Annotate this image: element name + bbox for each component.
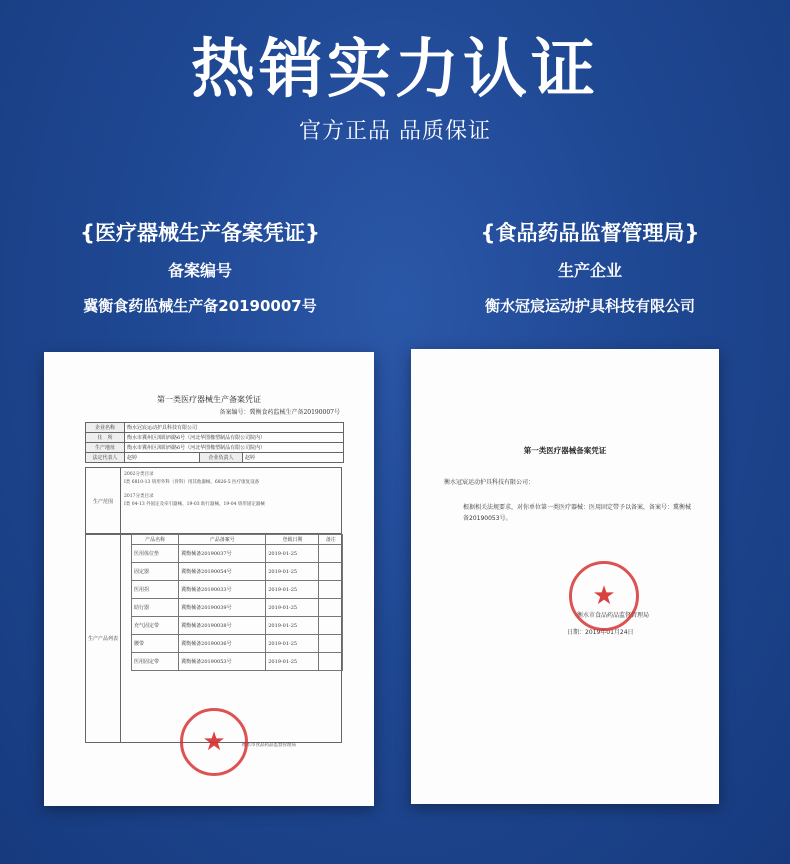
product-name: 充气固定带 [132,617,179,635]
product-note [319,563,343,581]
legal-label: 法定代表人 [86,453,125,463]
doc2-company: 衡水冠宸运动护具科技有限公司： [444,479,535,486]
product-no: 冀衡械备20190039号 [179,599,266,617]
owner-label: 企业负责人 [200,453,243,463]
production-record-certificate [44,352,374,806]
right-value: 衡水冠宸运动护具科技有限公司 [484,297,695,315]
seal-star-icon: ★ [592,581,616,611]
table-row [132,617,343,635]
official-seal-icon [180,708,248,776]
product-name: 医用拐 [132,581,179,599]
product-date: 2019-01-25 [266,653,319,671]
table-row [86,453,344,463]
info-value: 衡水市冀州区漳阳西路6号（河北华图橡塑制品有限公司院内） [125,443,344,453]
product-note [319,617,343,635]
official-seal-icon [569,561,639,631]
table-row [132,599,343,617]
table-row [86,443,344,453]
left-value: 冀衡食药监械生产备20190007号 [83,297,317,315]
left-heading: {医疗器械生产备案凭证} [80,221,320,245]
product-date: 2019-01-25 [266,545,319,563]
product-name: 腰带 [132,635,179,653]
products-label: 生产产品列表 [86,534,121,742]
doc1-scope [85,467,342,535]
table-row [132,653,343,671]
scope-line: Ⅰ类 04-13 外固定及牵引器械、19-03 助行器械、19-04 矫形固定器械 [124,502,265,507]
table-row [132,545,343,563]
info-value: 衡水市冀州区漳阳西路6号（河北华图橡塑制品有限公司院内） [125,433,344,443]
product-name: 医用固定带 [132,653,179,671]
owner-value: 赵婷 [243,453,344,463]
table-header-row [132,535,343,545]
info-label: 生产地址 [86,443,125,453]
doc2-issuer: 衡水市食品药品监督管理局 [577,612,650,619]
doc2-body: 根据相关法规要求，对你单位第一类医疗器械：医用固定带予以备案，备案号：冀衡械备20190053号。 [463,504,692,522]
scope-label: 生产范围 [86,468,121,534]
product-no: 冀衡械备20190036号 [179,635,266,653]
doc1-info-table [85,422,344,463]
col-header: 登载日期 [266,535,319,545]
table-row [86,433,344,443]
doc1-record-number: 备案编号：冀衡食药监械生产备20190007号 [219,409,340,416]
doc2-title: 第一类医疗器械备案凭证 [523,446,607,455]
product-no: 冀衡械备20190053号 [179,653,266,671]
scope-text [124,471,338,509]
info-label: 住 所 [86,433,125,443]
product-name: 固定器 [132,563,179,581]
scope-line: 2017分类目录 [124,494,154,499]
product-note [319,599,343,617]
seal-star-icon: ★ [202,727,226,757]
table-row [86,423,344,433]
product-date: 2019-01-25 [266,617,319,635]
product-date: 2019-01-25 [266,581,319,599]
table-row [132,635,343,653]
info-value: 衡水冠宸运动护具科技有限公司 [125,423,344,433]
page-title: 热销实力认证 [191,33,599,107]
product-date: 2019-01-25 [266,599,319,617]
doc2-date: 日期：2019年01月24日 [567,629,634,636]
product-note [319,635,343,653]
product-note [319,545,343,563]
col-header: 产品名称 [132,535,179,545]
col-header: 产品备案号 [179,535,266,545]
product-date: 2019-01-25 [266,563,319,581]
scope-line: Ⅰ类 6810-13 矫形外科（骨科）用其他器械、6826-5 医疗康复设备 [124,480,260,485]
product-date: 2019-01-25 [266,635,319,653]
table-row [132,581,343,599]
info-label: 企业名称 [86,423,125,433]
product-no: 冀衡械备20190038号 [179,617,266,635]
right-label: 生产企业 [557,261,622,280]
product-name: 助行器 [132,599,179,617]
product-no: 冀衡械备20190033号 [179,581,266,599]
col-header: 备注 [319,535,343,545]
right-heading: {食品药品监督管理局} [480,221,700,245]
product-note [319,653,343,671]
doc1-products-table [131,534,343,671]
product-note [319,581,343,599]
product-name: 医用体位垫 [132,545,179,563]
left-label: 备案编号 [167,261,232,280]
legal-value: 赵婷 [125,453,200,463]
doc1-title: 第一类医疗器械生产备案凭证 [157,395,261,404]
product-no: 冀衡械备20190054号 [179,563,266,581]
doc1-issuer: 衡水市食品药品监督管理局 [242,743,296,748]
page-subtitle: 官方正品 品质保证 [299,119,491,144]
product-no: 冀衡械备20190037号 [179,545,266,563]
scope-line: 2002分类目录 [124,472,154,477]
table-row [132,563,343,581]
record-certificate [411,349,719,804]
